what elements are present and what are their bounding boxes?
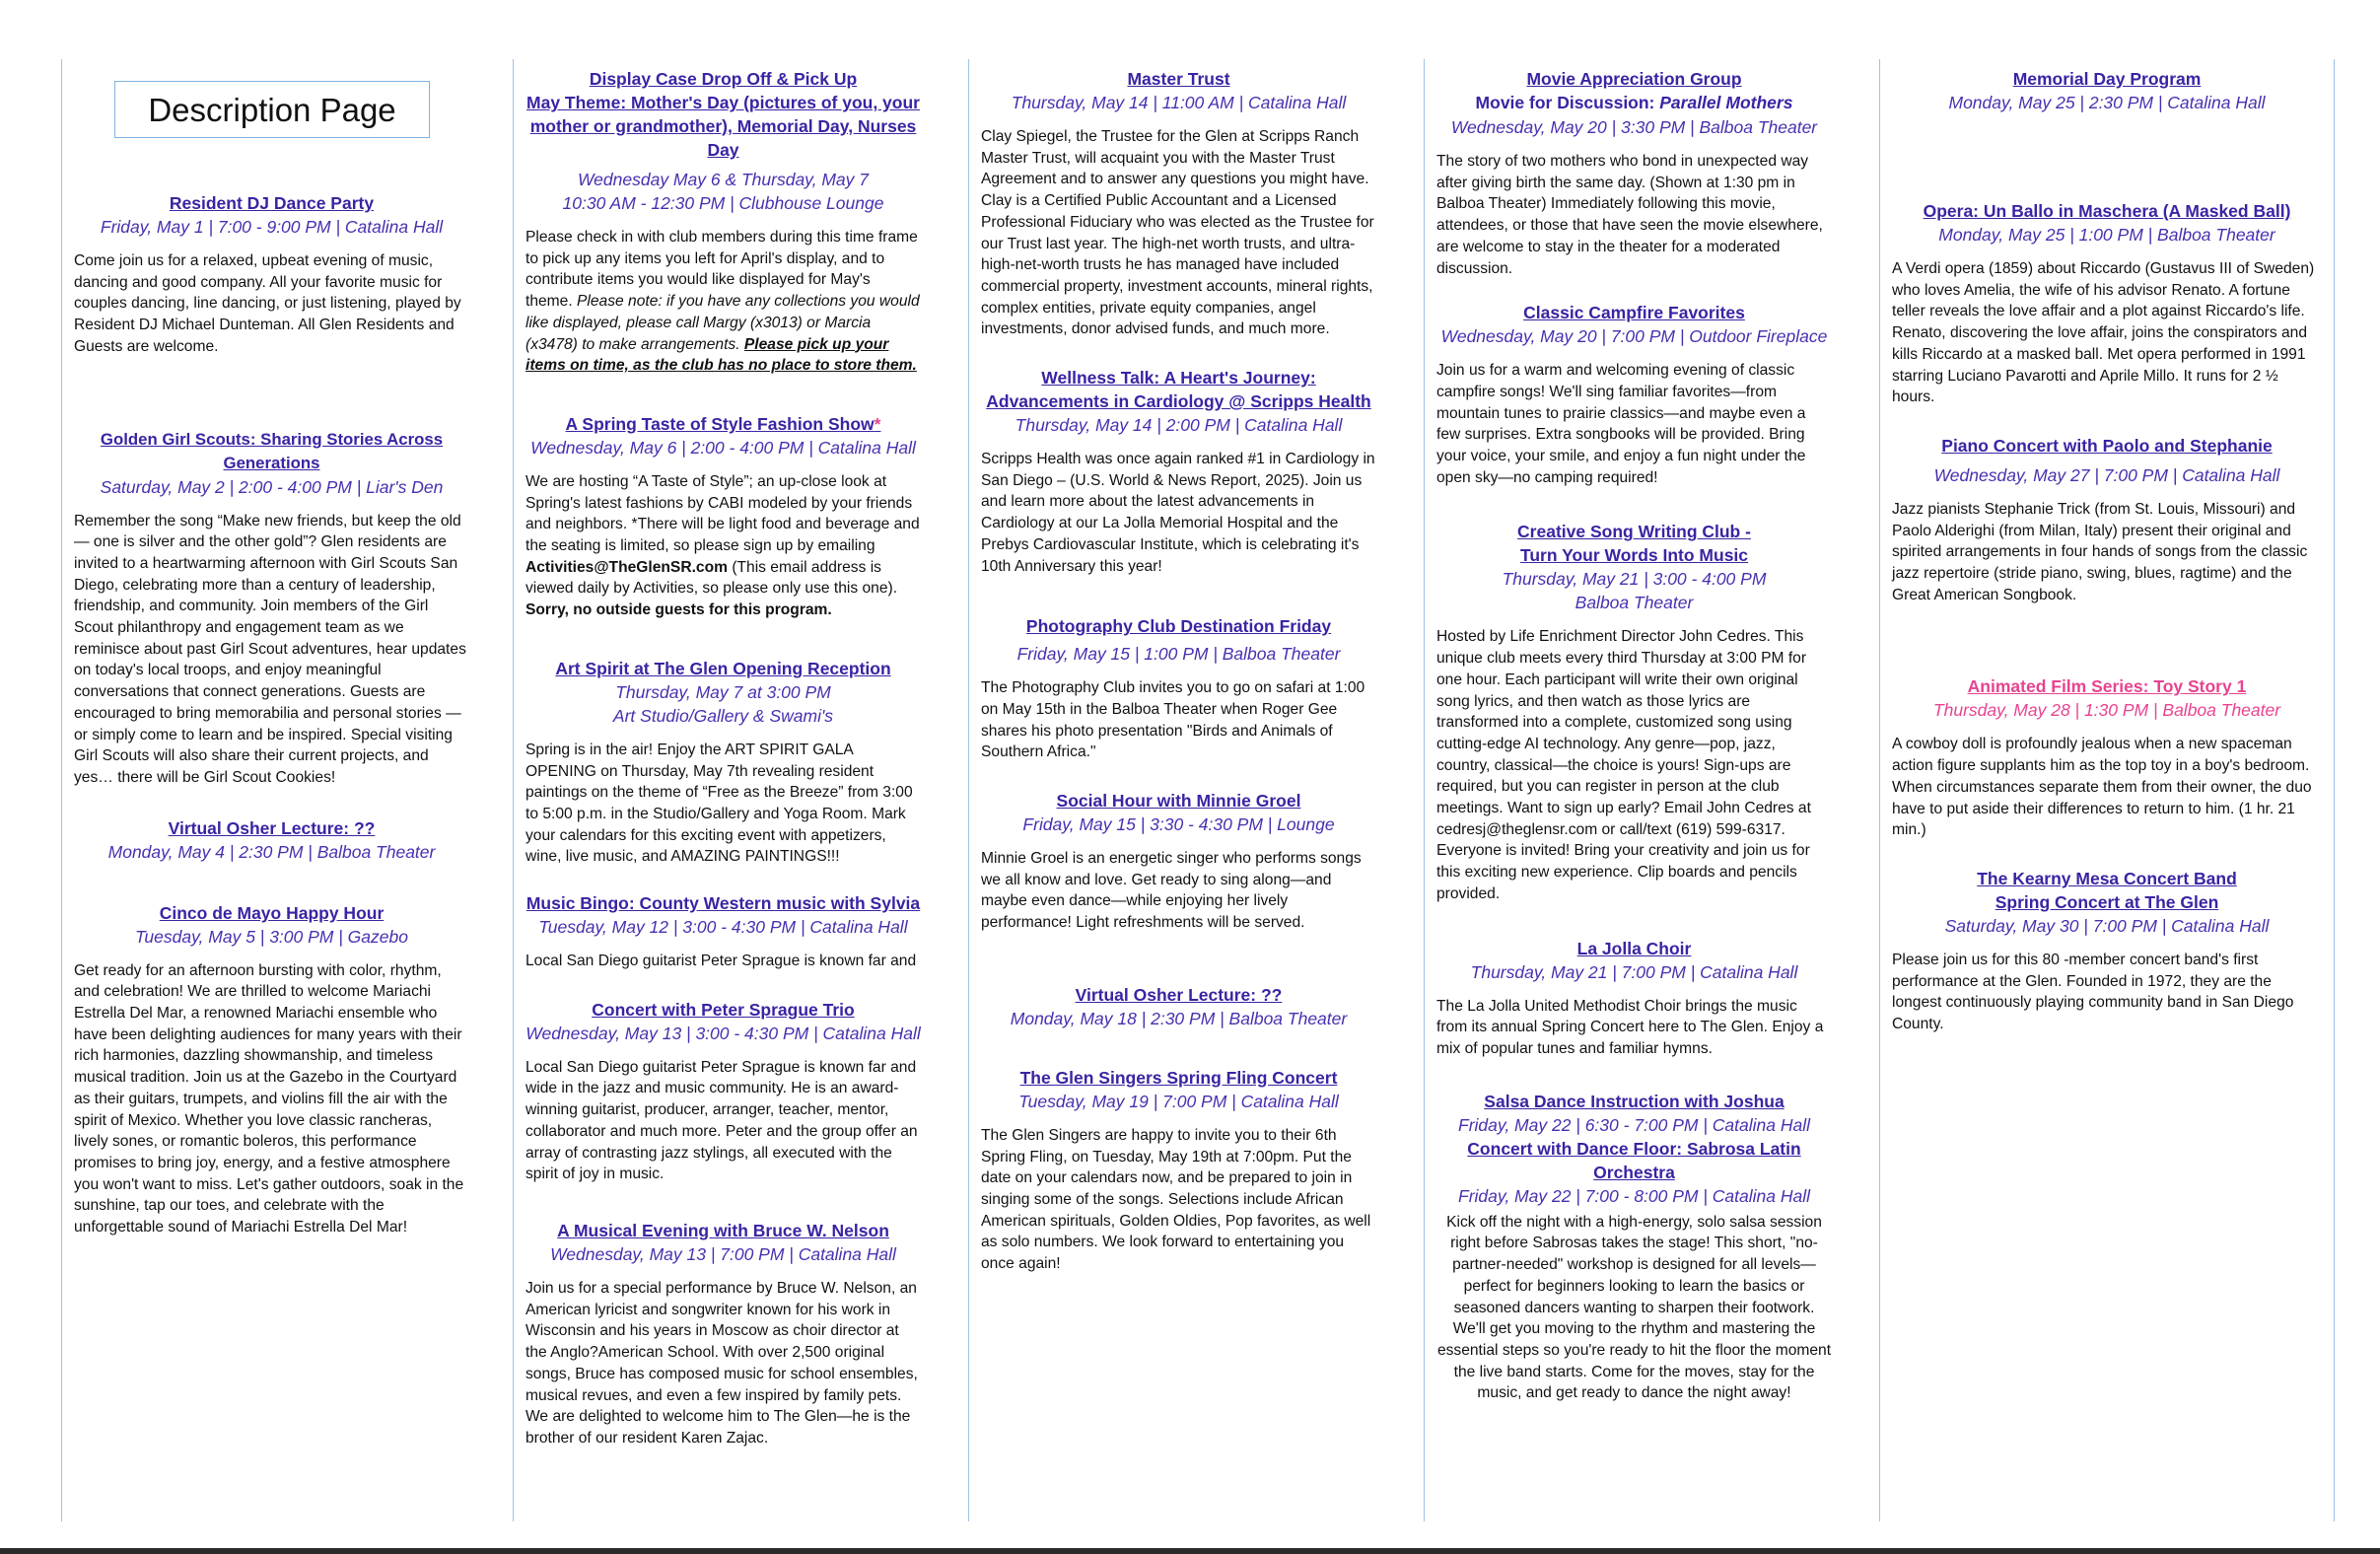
event-title[interactable]: Social Hour with Minnie Groel [1056,791,1301,812]
event-title[interactable]: Opera: Un Ballo in Maschera (A Masked Ball) [1923,201,2291,221]
event-description: Minnie Groel is an energetic singer who performs songs we all know and love. Get ready to sing along—and maybe even dance—while enjoying her lively performance! Light refreshments will be served. [981,850,1362,932]
event-title-2[interactable]: Turn Your Words Into Music [1519,545,1749,566]
event-date: Wednesday May 6 & Thursday, May 7 [577,170,870,189]
event-kearny-mesa-band [1892,867,2322,1035]
event-date: Thursday, May 21 | 7:00 PM | Catalina Hall [1470,961,1798,982]
event-description: Hosted by Life Enrichment Director John Cedres. This unique club meets every third Thursday at 3:00 PM for one hour. Each participant will write their own original song lyrics, and then watch as those lyrics are transformed into a complete, customized song using cutting-edge AI technology. Any genre—pop, jazz, country, classical—the choice is yours! Sign-ups are required, but you can register in person at the club meetings. Want to sign up early? Email John Cedres at cedresj@theglensr.com or call/text (619) 599-6317. Everyone is invited! Bring your creativity and join us for this exciting new experience. Clip boards and pencils provided. [1436,628,1811,902]
description-warning: Sorry, no outside guests for this program. [525,601,832,619]
event-girl-scouts [74,428,469,789]
event-fashion-show [525,412,921,621]
description-warning: Please pick up your items on time, as the club has no place to store them. [525,335,917,375]
event-title[interactable]: Salsa Dance Instruction with Joshua [1484,1091,1785,1111]
event-toy-story [1892,674,2322,841]
event-title-text: A Spring Taste of Style Fashion Show [565,413,875,434]
event-date: Wednesday, May 13 | 7:00 PM | Catalina Hall [550,1243,896,1264]
event-song-writing [1436,520,1832,904]
event-movie-appreciation [1436,67,1832,279]
event-title[interactable]: Classic Campfire Favorites [1523,303,1745,323]
event-photography-club [981,614,1376,763]
event-date: Tuesday, May 19 | 7:00 PM | Catalina Hall [1018,1091,1339,1111]
event-title[interactable]: Virtual Osher Lecture: ?? [168,817,376,838]
event-description: Jazz pianists Stephanie Trick (from St. Louis, Missouri) and Paolo Alderighi (from Milan, Italy) present their original and spirited arrangements in four hands of songs from the classic jazz repertoire (stride piano, swing, blues, ragtime) and the Great American Songbook. [1892,500,2308,603]
event-title[interactable]: Movie Appreciation Group [1526,69,1742,89]
event-title[interactable]: Wellness Talk: A Heart's Journey: Advancements in Cardiology @ Scripps Health [986,368,1371,412]
event-date: Thursday, May 14 | 11:00 AM | Catalina Hall [1011,93,1347,112]
event-date: Wednesday, May 20 | 7:00 PM | Outdoor Fireplace [1440,326,1828,347]
event-location: Art Studio/Gallery & Swami's [612,705,834,726]
event-title[interactable]: Golden Girl Scouts: Sharing Stories Across Generations [100,429,444,472]
event-la-jolla-choir [1436,937,1832,1060]
event-date: Wednesday, May 20 | 3:30 PM | Balboa Theater [1450,117,1818,137]
event-salsa [1436,1090,1832,1404]
column-4 [1424,59,1844,1521]
event-description [525,227,921,377]
column-1 [61,59,481,1521]
subtitle-text: Movie for Discussion: [1475,93,1660,112]
event-subtitle [1436,91,1832,115]
event-date: Saturday, May 2 | 2:00 - 4:00 PM | Liar's Den [100,476,444,497]
event-memorial-day [1892,67,2322,114]
event-title-2[interactable]: Concert with Dance Floor: Sabrosa Latin Orchestra [1467,1138,1801,1182]
event-description: Kick off the night with a high-energy, solo salsa session right before Sabrosas takes the stage! This short, "no-partner-needed" workshop is designed for all levels—perfect for beginners looking to learn the basics or seasoned dancers wanting to sharpen their footwork. We'll get you moving to the rhythm and mastering the essential steps so you're ready to hit the floor the moment the live band starts. Come for the moves, stay for the music, and get ready to dance the night away! [1436,1213,1832,1402]
event-description: Clay Spiegel, the Trustee for the Glen at Scripps Ranch Master Trust, will acquaint you with the Master Trust Agreement and to answer any questions you might have. Clay is a Certified Public Accountant and a Licensed Professional Fiduciary who was elected as the Trustee for our Trust last year. The high-net worth trusts, and ultra-high-net-worth trusts he has managed have included commercial property, investment accounts, mineral rights, complex entities, private equity companies, angel investments, donor advised funds, and much more. [981,128,1374,338]
event-resident-dj [74,191,469,358]
event-osher-2 [981,983,1376,1030]
event-description: The story of two mothers who bond in unexpected way after giving birth the same day. (Shown at 1:30 pm in Balboa Theater) Immediately following this movie, attendees, or those that have seen the movie elsewhere, are welcome to stay in the theater for a moderated discussion. [1436,153,1823,277]
event-date: Friday, May 1 | 7:00 - 9:00 PM | Catalina Hall [100,217,444,237]
event-opera [1892,199,2322,408]
event-minnie-groel [981,789,1376,934]
event-description: Local San Diego guitarist Peter Sprague is known far and [525,953,917,970]
event-piano-concert [1892,434,2322,606]
event-master-trust [981,67,1376,340]
event-description: Join us for a special performance by Bruce W. Nelson, an American lyricist and songwriter known for his work in Wisconsin and his years in Moscow as choir director at the Anglo?American School. With over 2,500 original songs, Bruce has composed music for school ensembles, musical revues, and even a few inspired by family pets. We are delighted to welcome him to The Glen—he is the brother of our resident Karen Zajac. [525,1279,918,1447]
column-3 [968,59,1388,1521]
event-date: Thursday, May 14 | 2:00 PM | Catalina Hall [1015,415,1343,436]
event-date: Friday, May 22 | 6:30 - 7:00 PM | Catalina Hall [1458,1114,1810,1135]
event-title[interactable]: The Glen Singers Spring Fling Concert [1019,1067,1338,1088]
event-title[interactable]: A Musical Evening with Bruce W. Nelson [557,1220,889,1240]
event-description: Please join us for this 80 -member concert band's first performance at the Glen. Founded in 1972, they are the longest continuously playing community band in San Diego County. [1892,951,2294,1033]
description-text: Please check in with club members during this time frame to pick up any items you left for April's display, and to contribute items you would like displayed for May's theme. [525,229,918,311]
event-title[interactable]: Art Spirit at The Glen Opening Reception [555,658,891,678]
event-description: The Photography Club invites you to go on safari at 1:00 on May 15th in the Balboa Theater when Roger Gee shares his photo presentation "Birds and Animals of Southern Africa." [981,679,1365,761]
event-music-bingo [525,891,921,972]
event-location: Balboa Theater [1575,593,1694,613]
event-description: Come join us for a relaxed, upbeat evening of music, dancing and good company. All your favorite music for couples dancing, line dancing, or just listening, played by Resident DJ Michael Dunteman. All Glen Residents and Guests are welcome. [74,252,461,355]
event-description: Local San Diego guitarist Peter Sprague is known far and wide in the jazz and music community. He is an award-winning guitarist, producer, arranger, teacher, mentor, collaborator and much more. Peter and the group offer an array of contrasting jazz stylings, all executed with the spirit of joy in music. [525,1058,918,1183]
event-date: Wednesday, May 13 | 3:00 - 4:30 PM | Catalina Hall [525,1023,921,1043]
description-note: Please note: if you have any collections you would like displayed, please call Margy (x3013) or Marcia (x3478) to make arrangements. [525,293,920,353]
event-art-spirit [525,657,921,868]
event-title[interactable] [525,412,921,436]
page-title: Description Page [114,81,430,138]
event-date: Saturday, May 30 | 7:00 PM | Catalina Hall [1944,915,2270,936]
event-campfire [1436,301,1832,488]
event-peter-sprague [525,998,921,1185]
event-description [525,471,921,621]
event-title[interactable]: Virtual Osher Lecture: ?? [1075,984,1283,1005]
event-description: Spring is in the air! Enjoy the ART SPIRIT GALA OPENING on Thursday, May 7th revealing resident paintings on the theme of “Free as the Breeze” from 3:00 to 5:00 p.m. in the Studio/Gallery and Yoga Room. Mark your calendars for this exciting event with appetizers, wine, live music, and AMAZING PAINTINGS!!! [525,741,913,866]
event-bruce-nelson [525,1219,921,1449]
event-title[interactable]: Animated Film Series: Toy Story 1 [1967,676,2247,697]
column-5 [1879,59,2335,1521]
event-description: Scripps Health was once again ranked #1 in Cardiology in San Diego – (U.S. World & News Report, 2025). Join us and learn more about the latest advancements in Cardiology at our La Jolla Memorial Hospital and the Prebys Cardiovascular Institute, which is celebrating it's 10th Anniversary this year! [981,451,1375,575]
event-date: Monday, May 25 | 2:30 PM | Catalina Hall [1948,93,2266,112]
event-glen-singers [981,1066,1376,1275]
event-osher-1 [74,816,469,864]
column-2 [513,59,933,1521]
event-title[interactable]: The Kearny Mesa Concert Band [1977,868,2237,888]
bottom-edge [0,1548,2380,1554]
event-date: Thursday, May 21 | 3:00 - 4:00 PM [1502,569,1767,590]
event-title[interactable]: Display Case Drop Off & Pick Up [589,69,858,89]
event-description: The La Jolla United Methodist Choir brings the music from its annual Spring Concert here to The Glen. Enjoy a mix of popular tunes and familiar hymns. [1436,997,1824,1057]
event-date: Tuesday, May 5 | 3:00 PM | Gazebo [135,926,408,947]
event-date: Wednesday, May 6 | 2:00 - 4:00 PM | Catalina Hall [530,437,916,458]
event-time: 10:30 AM - 12:30 PM | Clubhouse Lounge [562,193,884,213]
event-title[interactable]: Creative Song Writing Club - [1517,522,1751,542]
asterisk: * [874,413,881,434]
event-description: The Glen Singers are happy to invite you to their 6th Spring Fling, on Tuesday, May 19th at 7:00pm. Put the date on your calendars now, and be prepared to join in singing some of the songs. Selections include African American spirituals, Golden Oldies, Pop favorites, as well as solo numbers. We look forward to entertaining you once again! [981,1126,1371,1273]
description-text-2: (This email address is viewed daily by Activities, so please only use this one). [525,558,898,598]
email-link[interactable]: Activities@TheGlenSR.com [525,558,728,576]
event-date: Friday, May 15 | 3:30 - 4:30 PM | Lounge [1022,814,1335,835]
event-date: Monday, May 18 | 2:30 PM | Balboa Theater [1010,1008,1348,1028]
event-title[interactable]: Master Trust [1127,69,1230,89]
event-wellness-talk [981,366,1376,577]
event-date: Friday, May 15 | 1:00 PM | Balboa Theater [1016,644,1341,665]
event-display-case [525,67,921,377]
event-title-2[interactable]: Spring Concert at The Glen [1995,891,2219,912]
event-title[interactable]: La Jolla Choir [1576,938,1692,958]
event-description: Remember the song “Make new friends, but keep the old — one is silver and the other gold”? Glen residents are invited to a heartwarming afternoon with Girl Scouts San Diego, celebrating more than a century of leadership, friendship, and community. Join members of the Girl Scout philanthropy and engagement team as we reminisce about past Girl Scout adventures, hear updates on today's local troops, and enjoy meaningful conversations that connect generations. Guests are encouraged to bring memorabilia and personal stories — or simply come to learn and be inspired. Special visiting Girl Scouts will also share their current projects, and yes… there will be Girl Scout Cookies! [74,512,466,786]
event-title[interactable]: Cinco de Mayo Happy Hour [159,902,385,923]
event-title[interactable]: Memorial Day Program [2012,69,2202,89]
event-title[interactable]: Piano Concert with Paolo and Stephanie [1941,435,2273,456]
event-date: Thursday, May 7 at 3:00 PM [615,681,831,702]
event-date: Thursday, May 28 | 1:30 PM | Balboa Theater [1932,700,2281,721]
description-text: We are hosting “A Taste of Style”; an up-close look at Spring's latest fashions by CABI modeled by your friends and neighbors. *There will be light food and beverage and the seating is limited, so please sign up by emailing [525,472,920,555]
event-date: Monday, May 4 | 2:30 PM | Balboa Theater [107,841,436,862]
event-description: A cowboy doll is profoundly jealous when a new spaceman action figure supplants him as the top toy in a boy's bedroom. When circumstances separate them from their owner, the duo have to put aside their differences to return to him. (1 hr. 21 min.) [1892,736,2312,839]
event-cinco-de-mayo [74,901,469,1238]
event-title[interactable]: Resident DJ Dance Party [169,193,375,213]
event-date-2: Friday, May 22 | 7:00 - 8:00 PM | Catalina Hall [1458,1185,1810,1206]
event-description: Get ready for an afternoon bursting with color, rhythm, and celebration! We are thrilled to welcome Mariachi Estrella Del Mar, a renowned Mariachi ensemble who have been delighting audiences for many years with their rich harmonies, dazzling showmanship, and timeless musical tradition. Join us at the Gazebo in the Courtyard as their guitars, trumpets, and violins fill the air with the spirit of Mexico. Whether you love classic rancheras, lively sones, or romantic boleros, this performance promises to bring joy, energy, and a festive atmosphere you won't want to miss. Let's gather outdoors, soak in the sunshine, tap our toes, and celebrate with the unforgettable sound of Mariachi Estrella Del Mar! [74,961,464,1236]
event-title[interactable]: Concert with Peter Sprague Trio [592,999,855,1020]
event-title[interactable]: Photography Club Destination Friday [1025,616,1332,637]
event-date: Wednesday, May 27 | 7:00 PM | Catalina Hall [1933,464,2280,485]
event-theme[interactable]: May Theme: Mother's Day (pictures of you, your mother or grandmother), Memorial Day, Nurses Day [526,93,920,160]
movie-name: Parallel Mothers [1659,93,1793,112]
event-title[interactable]: Music Bingo: County Western music with Sylvia [525,893,921,914]
event-date: Tuesday, May 12 | 3:00 - 4:30 PM | Catalina Hall [538,917,908,938]
event-date: Monday, May 25 | 1:00 PM | Balboa Theater [1938,225,2275,245]
event-description: Join us for a warm and welcoming evening of classic campfire songs! We'll sing familiar favorites—from mountain tunes to prairie classics—and maybe even a few surprises. Extra songbooks will be provided. Bring your voice, your smile, and enjoy a fun night under the open sky—no camping required! [1436,362,1806,486]
event-description: A Verdi opera (1859) about Riccardo (Gustavus III of Sweden) who loves Amelia, the wife of his advisor Renato. A fortune teller reveals the love affair and a plot against Riccardo's life. Renato, discovering the love affair, joins the conspirators and kills Riccardo at a masked ball. Met opera performed in 1991 starring Luciano Pavarotti and Aprile Millo. It runs for 2 ½ hours. [1892,260,2315,406]
